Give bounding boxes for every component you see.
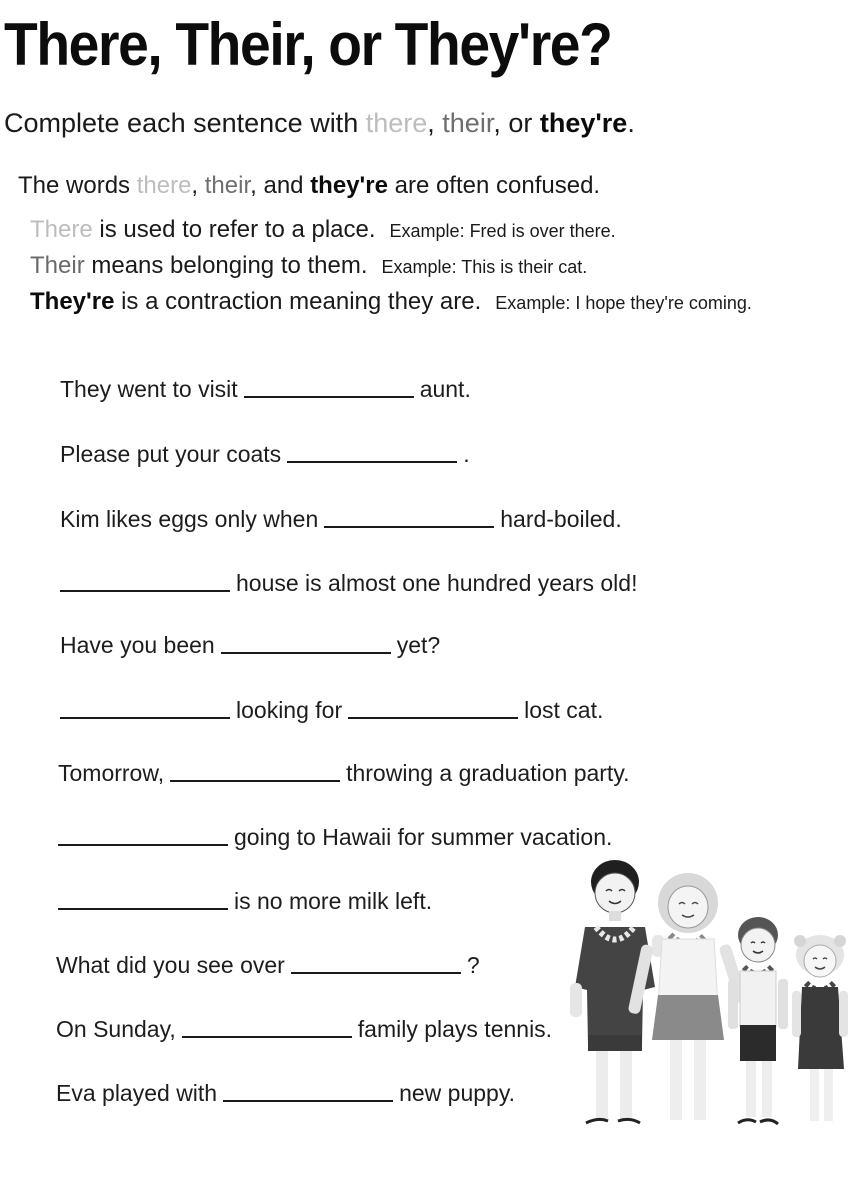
separator: , bbox=[427, 108, 443, 138]
sentence-text: Kim likes eggs only when bbox=[60, 506, 319, 532]
instructions-text: Complete each sentence with bbox=[4, 108, 366, 138]
rule-word: There bbox=[30, 216, 93, 243]
sentence-text: Have you been bbox=[60, 632, 215, 658]
rule-text: means belonging to them. bbox=[84, 252, 368, 279]
exercise-sentence bbox=[58, 824, 612, 851]
keyword-their: their bbox=[442, 108, 494, 138]
separator: , bbox=[191, 172, 205, 199]
sentence-text: What did you see over bbox=[56, 952, 285, 978]
exercise-sentence bbox=[60, 506, 622, 533]
rule-text: is a contraction meaning they are. bbox=[114, 288, 482, 315]
rule-example: Example: Fred is over there. bbox=[389, 221, 616, 241]
answer-blank[interactable] bbox=[348, 717, 518, 719]
answer-blank[interactable] bbox=[60, 590, 230, 592]
instructions bbox=[4, 108, 635, 139]
keyword-there: there bbox=[136, 172, 192, 199]
page-title: There, Their, or They're? bbox=[4, 11, 612, 78]
exercise-sentence bbox=[58, 760, 630, 787]
rule-example: Example: I hope they're coming. bbox=[495, 293, 752, 313]
intro-line bbox=[18, 172, 600, 200]
answer-blank[interactable] bbox=[223, 1100, 393, 1102]
dad-figure bbox=[570, 860, 664, 1123]
sentence-text: house is almost one hundred years old! bbox=[236, 570, 638, 596]
exercise-sentence bbox=[56, 1016, 552, 1043]
exercise-sentence bbox=[58, 888, 432, 915]
sentence-text: family plays tennis. bbox=[357, 1016, 553, 1042]
answer-blank[interactable] bbox=[182, 1036, 352, 1038]
family-illustration bbox=[558, 855, 848, 1135]
keyword-theyre: they're bbox=[310, 172, 388, 199]
answer-blank[interactable] bbox=[58, 908, 228, 910]
rule-word: They're bbox=[30, 288, 115, 315]
exercise-sentence bbox=[60, 632, 440, 659]
rule-example: Example: This is their cat. bbox=[381, 257, 588, 277]
exercise-sentence bbox=[60, 376, 471, 403]
sentence-text: throwing a graduation party. bbox=[346, 760, 630, 786]
intro-text: The words bbox=[18, 172, 137, 199]
keyword-their: their bbox=[204, 172, 251, 199]
rule-theyre bbox=[30, 288, 752, 316]
answer-blank[interactable] bbox=[221, 652, 391, 654]
separator: , and bbox=[250, 172, 311, 199]
rule-there bbox=[30, 216, 616, 244]
sentence-text: ? bbox=[466, 952, 480, 978]
answer-blank[interactable] bbox=[324, 526, 494, 528]
sentence-text: lost cat. bbox=[524, 697, 604, 723]
sentence-text: They went to visit bbox=[60, 376, 238, 402]
exercise-sentence bbox=[56, 952, 480, 979]
answer-blank[interactable] bbox=[58, 844, 228, 846]
sentence-text: Eva played with bbox=[56, 1080, 218, 1106]
sentence-text: yet? bbox=[396, 632, 441, 658]
keyword-theyre: they're bbox=[539, 108, 628, 138]
answer-blank[interactable] bbox=[60, 717, 230, 719]
sentence-text: Please put your coats bbox=[60, 441, 282, 467]
sentence-text: is no more milk left. bbox=[234, 888, 433, 914]
sentence-text: hard-boiled. bbox=[500, 506, 622, 532]
rule-word: Their bbox=[30, 252, 85, 279]
sentence-text: going to Hawaii for summer vacation. bbox=[234, 824, 613, 850]
answer-blank[interactable] bbox=[291, 972, 461, 974]
sentence-text: new puppy. bbox=[399, 1080, 516, 1106]
answer-blank[interactable] bbox=[287, 461, 457, 463]
rule-text: is used to refer to a place. bbox=[92, 216, 376, 243]
intro-end: are often confused. bbox=[387, 172, 601, 199]
sentence-text: aunt. bbox=[419, 376, 471, 402]
exercise-sentence bbox=[60, 441, 470, 468]
exercise-sentence bbox=[60, 697, 603, 724]
sentence-text: Tomorrow, bbox=[58, 760, 165, 786]
rule-their bbox=[30, 252, 587, 280]
girl-figure bbox=[792, 935, 848, 1121]
boy-figure bbox=[728, 917, 788, 1124]
sentence-text: . bbox=[463, 441, 470, 467]
answer-blank[interactable] bbox=[244, 396, 414, 398]
sentence-text: looking for bbox=[236, 697, 343, 723]
keyword-there: there bbox=[365, 108, 428, 138]
answer-blank[interactable] bbox=[170, 780, 340, 782]
exercise-sentence bbox=[60, 570, 637, 597]
instructions-end: . bbox=[627, 108, 635, 138]
separator: , or bbox=[493, 108, 540, 138]
exercise-sentence bbox=[56, 1080, 515, 1107]
sentence-text: On Sunday, bbox=[56, 1016, 176, 1042]
